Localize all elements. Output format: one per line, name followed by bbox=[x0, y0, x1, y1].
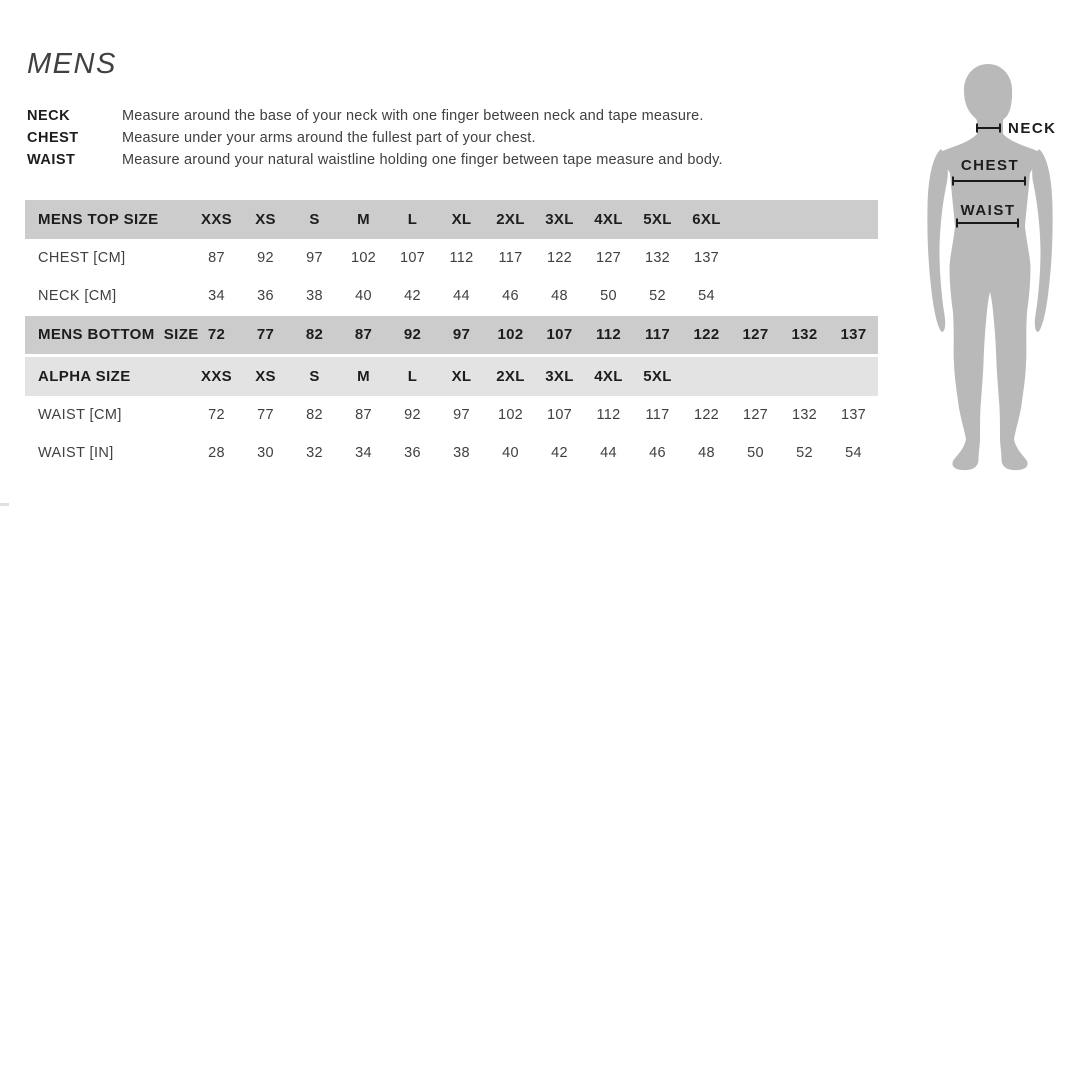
table-cell: 72 bbox=[208, 406, 225, 423]
row-label: MENS TOP SIZE bbox=[38, 210, 159, 228]
figure-chest-label: CHEST bbox=[960, 157, 1020, 174]
table-cell: 97 bbox=[306, 249, 323, 266]
table-cell: 4XL bbox=[594, 367, 623, 385]
table-cell: 6XL bbox=[692, 210, 721, 228]
figure-waist-label: WAIST bbox=[960, 202, 1016, 219]
table-row bbox=[25, 434, 878, 473]
table-cell: 42 bbox=[404, 288, 421, 305]
table-cell: 36 bbox=[404, 445, 421, 462]
table-cell: S bbox=[309, 367, 320, 385]
table-cell: 50 bbox=[600, 288, 617, 305]
table-row bbox=[25, 200, 878, 239]
table-cell: 3XL bbox=[545, 210, 574, 228]
table-cell: 112 bbox=[449, 249, 474, 266]
row-label: ALPHA SIZE bbox=[38, 367, 131, 385]
table-cell: 122 bbox=[693, 326, 720, 344]
table-cell: 2XL bbox=[496, 367, 525, 385]
table-cell: 28 bbox=[208, 445, 225, 462]
table-cell: M bbox=[357, 367, 370, 385]
table-row bbox=[25, 277, 878, 316]
table-cell: XL bbox=[451, 210, 472, 228]
table-cell: 132 bbox=[644, 249, 671, 266]
guide-row-chest bbox=[27, 127, 723, 149]
table-cell: 40 bbox=[502, 445, 519, 462]
table-cell: 132 bbox=[791, 406, 818, 423]
row-label: MENS BOTTOM SIZE bbox=[38, 326, 199, 344]
row-label: WAIST [CM] bbox=[38, 406, 122, 423]
table-cell: 52 bbox=[796, 445, 813, 462]
table-cell: XL bbox=[451, 367, 472, 385]
table-cell: 77 bbox=[256, 326, 275, 344]
table-cell: 54 bbox=[698, 288, 715, 305]
table-cell: 52 bbox=[649, 288, 666, 305]
table-cell: 82 bbox=[306, 406, 323, 423]
table-cell: 127 bbox=[595, 249, 622, 266]
guide-label-neck: NECK bbox=[27, 108, 71, 124]
table-row bbox=[25, 239, 878, 278]
table-cell: XS bbox=[255, 367, 276, 385]
table-cell: 127 bbox=[742, 326, 769, 344]
table-cell: 44 bbox=[600, 445, 617, 462]
table-cell: M bbox=[357, 210, 370, 228]
table-cell: 107 bbox=[399, 249, 426, 266]
table-cell: 137 bbox=[840, 326, 867, 344]
guide-desc-waist: Measure around your natural waistline holding one finger between tape measure and body. bbox=[122, 152, 723, 168]
table-cell: 92 bbox=[257, 249, 274, 266]
table-cell: 44 bbox=[453, 288, 470, 305]
table-cell: L bbox=[407, 210, 418, 228]
table-cell: 34 bbox=[208, 288, 225, 305]
table-cell: 112 bbox=[595, 326, 622, 344]
table-cell: 3XL bbox=[545, 367, 574, 385]
table-cell: 92 bbox=[403, 326, 422, 344]
table-cell: 137 bbox=[693, 249, 720, 266]
table-cell: 48 bbox=[551, 288, 568, 305]
figure-neck-label: NECK bbox=[1008, 120, 1057, 137]
table-cell: 117 bbox=[645, 406, 670, 423]
table-cell: 87 bbox=[355, 406, 372, 423]
table-cell: 77 bbox=[257, 406, 274, 423]
table-cell: 38 bbox=[453, 445, 470, 462]
table-cell: 102 bbox=[350, 249, 377, 266]
body-measurement-figure bbox=[920, 60, 1060, 480]
table-cell: 122 bbox=[693, 406, 720, 423]
table-row bbox=[25, 357, 878, 396]
table-cell: 132 bbox=[791, 326, 818, 344]
table-cell: 36 bbox=[257, 288, 274, 305]
table-cell: XS bbox=[255, 210, 276, 228]
table-cell: 46 bbox=[649, 445, 666, 462]
right-arm-silhouette bbox=[1032, 149, 1052, 332]
table-cell: 40 bbox=[355, 288, 372, 305]
table-cell: L bbox=[407, 367, 418, 385]
table-cell: 2XL bbox=[496, 210, 525, 228]
table-cell: 54 bbox=[845, 445, 862, 462]
table-cell: 107 bbox=[546, 326, 573, 344]
table-cell: 4XL bbox=[594, 210, 623, 228]
table-cell: 127 bbox=[742, 406, 769, 423]
table-row bbox=[25, 396, 878, 435]
size-table bbox=[25, 200, 878, 473]
table-cell: 112 bbox=[596, 406, 621, 423]
table-cell: 137 bbox=[840, 406, 867, 423]
table-cell: 97 bbox=[453, 406, 470, 423]
guide-desc-neck: Measure around the base of your neck with one finger between neck and tape measure. bbox=[122, 108, 704, 124]
table-cell: 82 bbox=[305, 326, 324, 344]
table-cell: XXS bbox=[201, 210, 232, 228]
table-cell: S bbox=[309, 210, 320, 228]
table-cell: 30 bbox=[257, 445, 274, 462]
table-cell: 42 bbox=[551, 445, 568, 462]
table-cell: XXS bbox=[201, 367, 232, 385]
row-label: NECK [CM] bbox=[38, 288, 117, 305]
table-cell: 46 bbox=[502, 288, 519, 305]
table-cell: 97 bbox=[452, 326, 471, 344]
row-label: WAIST [IN] bbox=[38, 445, 114, 462]
left-arm-silhouette bbox=[927, 149, 947, 332]
table-cell: 5XL bbox=[643, 210, 672, 228]
table-row bbox=[25, 316, 878, 355]
guide-label-waist: WAIST bbox=[27, 152, 76, 168]
table-cell: 48 bbox=[698, 445, 715, 462]
table-cell: 122 bbox=[546, 249, 573, 266]
table-cell: 102 bbox=[497, 406, 524, 423]
table-cell: 102 bbox=[497, 326, 524, 344]
table-cell: 92 bbox=[404, 406, 421, 423]
table-cell: 38 bbox=[306, 288, 323, 305]
row-label: CHEST [CM] bbox=[38, 249, 126, 266]
guide-row-neck bbox=[27, 105, 723, 127]
page-title: MENS bbox=[27, 48, 117, 80]
table-cell: 107 bbox=[546, 406, 573, 423]
measurement-guide bbox=[27, 105, 723, 171]
guide-label-chest: CHEST bbox=[27, 130, 79, 146]
guide-row-waist bbox=[27, 149, 723, 171]
table-cell: 32 bbox=[306, 445, 323, 462]
table-cell: 117 bbox=[644, 326, 671, 344]
table-cell: 72 bbox=[207, 326, 226, 344]
table-cell: 50 bbox=[747, 445, 764, 462]
table-cell: 34 bbox=[355, 445, 372, 462]
guide-desc-chest: Measure under your arms around the fullest part of your chest. bbox=[122, 130, 536, 146]
table-cell: 117 bbox=[498, 249, 523, 266]
table-cell: 87 bbox=[354, 326, 373, 344]
table-cell: 5XL bbox=[643, 367, 672, 385]
table-cell: 87 bbox=[208, 249, 225, 266]
edge-artifact bbox=[0, 503, 9, 506]
